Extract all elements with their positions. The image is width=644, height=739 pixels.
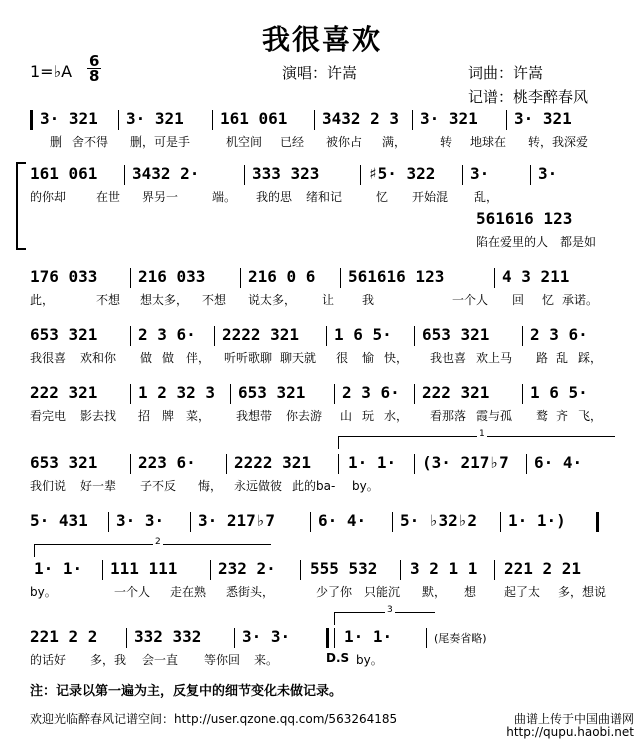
measure: 2222 321 xyxy=(222,325,300,344)
lyric: by。 xyxy=(356,653,383,667)
measure: 1· 1· xyxy=(348,453,397,472)
score-row xyxy=(30,108,614,152)
lyric: 删 xyxy=(50,135,63,149)
lyric: 我也喜 xyxy=(430,351,467,365)
lyric: 端。 xyxy=(212,190,237,204)
lyric: 此的ba- xyxy=(292,479,336,493)
lyric: 欢和你 xyxy=(80,351,117,365)
lyric: 在世 xyxy=(96,190,121,204)
lyric: 满， xyxy=(382,135,407,149)
lyric: 看那落 xyxy=(430,409,467,423)
measure: 3432 2 3 xyxy=(322,109,400,128)
lyric: 回 xyxy=(512,293,525,307)
measure: 3· 3· xyxy=(116,511,165,530)
measure: 3 2 1 1 xyxy=(410,559,478,578)
measure: 3· xyxy=(538,164,558,183)
barline xyxy=(334,384,335,404)
lyric: 我们说 xyxy=(30,479,67,493)
singer-credit: 演唱：许嵩 xyxy=(282,64,358,82)
lyric: 菜， xyxy=(186,409,211,423)
measure: 653 321 xyxy=(30,453,98,472)
lyric: 陷在爱里的人 xyxy=(476,235,549,249)
barline xyxy=(230,384,231,404)
measure: 4 3 211 xyxy=(502,267,570,286)
barline xyxy=(118,110,119,130)
barline xyxy=(500,512,501,532)
measure: 1· 1· xyxy=(34,559,83,578)
barline xyxy=(522,326,523,346)
measure: 3432 2· xyxy=(132,164,200,183)
notation-line xyxy=(30,324,614,346)
lyric: 地球在 xyxy=(470,135,507,149)
lyric: 一个人 xyxy=(452,293,489,307)
measure: 3· 217♭7 xyxy=(198,511,276,530)
barline xyxy=(326,326,327,346)
barline xyxy=(212,110,213,130)
measure: 5· 431 xyxy=(30,511,88,530)
lyric: 说太多， xyxy=(248,293,297,307)
barline xyxy=(126,628,127,648)
lyric: 我 xyxy=(362,293,375,307)
volta-bracket-3 xyxy=(334,605,435,625)
barline xyxy=(526,454,527,474)
time-signature xyxy=(87,54,101,83)
notation-line xyxy=(30,163,614,185)
measure: 2 3 6· xyxy=(138,325,196,344)
lyric: 会一直 xyxy=(142,653,179,667)
lyric: by。 xyxy=(352,479,379,493)
measure: 3· 321 xyxy=(420,109,478,128)
measure: 1 6 5· xyxy=(530,383,588,402)
lyric: 很 xyxy=(336,351,349,365)
lyric: 一个人 xyxy=(114,585,151,599)
lyric: 转 xyxy=(440,135,453,149)
lyric: 机空间 xyxy=(226,135,263,149)
measure: 3· xyxy=(470,164,490,183)
barline xyxy=(124,165,125,185)
lyric: 欢上马 xyxy=(476,351,513,365)
barline xyxy=(226,454,227,474)
lyric: 伴， xyxy=(186,351,211,365)
measure: 6· 4· xyxy=(318,511,367,530)
barline xyxy=(314,110,315,130)
barline xyxy=(244,165,245,185)
lyric: by。 xyxy=(30,585,57,599)
volta-number: 3 xyxy=(387,605,393,615)
barline xyxy=(340,268,341,288)
notation-line xyxy=(30,558,614,580)
time-signature-bottom: 8 xyxy=(89,67,100,85)
lyric: 悉街头， xyxy=(226,585,275,599)
volta-number: 1 xyxy=(479,429,485,439)
lyric: 我的思 xyxy=(256,190,293,204)
upload-credit-line: 曲谱上传于中国曲谱网 xyxy=(513,712,634,726)
lyric: 绪和记 xyxy=(306,190,343,204)
lyric: 忆 xyxy=(542,293,555,307)
score-row xyxy=(30,266,614,310)
barline xyxy=(300,560,301,580)
measure: 653 321 xyxy=(422,325,490,344)
measure: 561616 123 xyxy=(476,209,573,228)
volta-number: 2 xyxy=(155,537,161,547)
lyric: 开始混 xyxy=(412,190,449,204)
measure: 222 321 xyxy=(30,383,98,402)
barline xyxy=(412,110,413,130)
lyric: 做 xyxy=(140,351,153,365)
score-row xyxy=(30,452,614,496)
notation-line xyxy=(30,452,614,474)
lyric: 此， xyxy=(30,293,55,307)
lyric: 子不反 xyxy=(140,479,177,493)
outro-omitted-note: (尾奏省略) xyxy=(434,632,487,645)
lyrics-line xyxy=(30,188,614,206)
lyric: 忆 xyxy=(376,190,389,204)
measure: (3· 217♭7 xyxy=(422,453,509,472)
upload-credit xyxy=(506,713,634,739)
lyric: 等你回 xyxy=(204,653,241,667)
lyrics-line xyxy=(30,651,614,669)
measure: 222 321 xyxy=(422,383,490,402)
score-row xyxy=(30,626,614,670)
lyric: 听听歌聊 xyxy=(224,351,273,365)
measure: 221 2 2 xyxy=(30,627,98,646)
lyric: 快， xyxy=(384,351,409,365)
lyrics-line xyxy=(30,233,614,251)
measure: 223 6· xyxy=(138,453,196,472)
measure: 5· ♭32♭2 xyxy=(400,511,478,530)
barline xyxy=(338,454,339,474)
composer-credit: 词曲：许嵩 xyxy=(468,64,544,82)
volta-bracket-1 xyxy=(338,429,615,449)
barline xyxy=(108,512,109,532)
lyrics-line xyxy=(30,583,614,601)
lyric: 招 xyxy=(138,409,151,423)
notation-line xyxy=(30,626,614,648)
lyric: 霞与孤 xyxy=(476,409,513,423)
lyric: 我很喜 xyxy=(30,351,67,365)
lyric: 默， xyxy=(422,585,447,599)
notation-line xyxy=(30,382,614,404)
lyric: 不想 xyxy=(202,293,227,307)
barline xyxy=(130,268,131,288)
measure: 6· 4· xyxy=(534,453,583,472)
lyric: 让 xyxy=(322,293,335,307)
measure: 653 321 xyxy=(238,383,306,402)
lyric: 悔， xyxy=(198,479,223,493)
lyrics-line xyxy=(30,477,614,495)
lyric: 都是如 xyxy=(560,235,597,249)
barline xyxy=(426,628,427,648)
measure: 561616 123 xyxy=(348,267,445,286)
lyric: 多，我 xyxy=(90,653,127,667)
barline xyxy=(360,165,361,185)
lyrics-line xyxy=(30,291,614,309)
lyric: 聊天就 xyxy=(280,351,317,365)
lyric: 想 xyxy=(464,585,477,599)
footer-link-text: 欢迎光临醉春风记谱空间：http://user.qzone.qq.com/563264185 xyxy=(30,712,398,726)
lyric: 愉 xyxy=(362,351,375,365)
barline xyxy=(210,560,211,580)
lyric: 起了太 xyxy=(504,585,541,599)
upload-credit-url: http://qupu.haobi.net xyxy=(506,725,634,739)
barline xyxy=(400,560,401,580)
repeat-end-barline xyxy=(596,512,599,532)
measure: 3· 321 xyxy=(126,109,184,128)
lyric: 飞， xyxy=(578,409,603,423)
barline xyxy=(234,628,235,648)
measure: 3· 321 xyxy=(514,109,572,128)
measure: 221 2 21 xyxy=(504,559,582,578)
barline xyxy=(494,560,495,580)
lyric: 好一辈 xyxy=(80,479,117,493)
lyric: 不想 xyxy=(96,293,121,307)
measure: 232 2· xyxy=(218,559,276,578)
lyric: 踩， xyxy=(578,351,603,365)
measure: 555 532 xyxy=(310,559,378,578)
lyric: 的你却 xyxy=(30,190,67,204)
barline xyxy=(494,268,495,288)
lyric: 齐 xyxy=(556,409,569,423)
lyrics-line xyxy=(30,407,614,425)
lyric: 已经 xyxy=(280,135,305,149)
barline xyxy=(130,454,131,474)
lyric: 删，可是手 xyxy=(130,135,191,149)
lyric: 走在熟 xyxy=(170,585,207,599)
barline xyxy=(392,512,393,532)
measure: 1· 1·) xyxy=(508,511,566,530)
measure: 2 3 6· xyxy=(530,325,588,344)
dal-segno-mark: D.S xyxy=(326,651,350,665)
lyric: 来。 xyxy=(254,653,279,667)
measure: 2222 321 xyxy=(234,453,312,472)
score-row xyxy=(30,163,614,207)
score-row xyxy=(30,558,614,602)
lyric: 山 xyxy=(340,409,353,423)
barline xyxy=(310,512,311,532)
barline xyxy=(130,326,131,346)
lyric: 乱 xyxy=(556,351,569,365)
barline xyxy=(214,326,215,346)
measure: 3· 3· xyxy=(242,627,291,646)
repeat-start-barline xyxy=(30,110,33,130)
lyric: 水， xyxy=(384,409,409,423)
measure: 216 0 6 xyxy=(248,267,316,286)
lyric: 你去游 xyxy=(286,409,323,423)
song-title: 我很喜欢 xyxy=(261,23,382,56)
notation-line xyxy=(30,510,614,532)
lyrics-line xyxy=(30,133,614,151)
lyric: 界另一 xyxy=(142,190,179,204)
lyric: 路 xyxy=(536,351,549,365)
lyric: 做 xyxy=(162,351,175,365)
barline xyxy=(414,326,415,346)
measure: 1· 1· xyxy=(344,627,393,646)
lyric: 承诺。 xyxy=(562,293,599,307)
lyric: 被你占 xyxy=(326,135,363,149)
barline xyxy=(130,384,131,404)
lyrics-line xyxy=(30,349,614,367)
measure: 1 6 5· xyxy=(334,325,392,344)
barline xyxy=(414,454,415,474)
lyric: 的话好 xyxy=(30,653,67,667)
time-signature-top: 6 xyxy=(89,52,100,70)
barline xyxy=(102,560,103,580)
lyric: 只能沉 xyxy=(364,585,401,599)
lyric: 乱， xyxy=(474,190,499,204)
lyric: 牌 xyxy=(162,409,175,423)
notation-line xyxy=(30,208,614,230)
notation-line xyxy=(30,266,614,288)
lyric: 少了你 xyxy=(316,585,353,599)
footnote: 注：记录以第一遍为主，反复中的细节变化未做记录。 xyxy=(30,684,343,699)
measure: 161 061 xyxy=(220,109,288,128)
notation-line xyxy=(30,108,614,130)
barline xyxy=(530,165,531,185)
measure: 161 061 xyxy=(30,164,98,183)
lyric: 我想带 xyxy=(236,409,273,423)
lyric: 永远做彼 xyxy=(234,479,283,493)
measure: ♯5· 322 xyxy=(368,164,436,183)
lyric: 舍不得 xyxy=(72,135,109,149)
measure: 1 2 32 3 xyxy=(138,383,216,402)
lyric: 想太多， xyxy=(140,293,189,307)
lyric: 鹜 xyxy=(536,409,549,423)
score-row xyxy=(30,324,614,368)
lyric: 影去找 xyxy=(80,409,117,423)
score-row xyxy=(30,382,614,426)
measure: 2 3 6· xyxy=(342,383,400,402)
barline xyxy=(506,110,507,130)
measure: 176 033 xyxy=(30,267,98,286)
measure: 216 033 xyxy=(138,267,206,286)
barline xyxy=(240,268,241,288)
measure: 3· 321 xyxy=(40,109,98,128)
measure: 332 332 xyxy=(134,627,202,646)
barline xyxy=(462,165,463,185)
lyric: 多，想说 xyxy=(558,585,607,599)
lyric: 看完电 xyxy=(30,409,67,423)
score-row xyxy=(30,208,614,252)
measure: 653 321 xyxy=(30,325,98,344)
measure: 111 111 xyxy=(110,559,178,578)
lyric: 转，我深爱 xyxy=(528,135,589,149)
measure: 333 323 xyxy=(252,164,320,183)
lyric: 玩 xyxy=(362,409,375,423)
volta-bracket-2 xyxy=(34,537,271,557)
transcriber-credit: 记谱：桃李醉春风 xyxy=(468,88,589,106)
system-brace xyxy=(16,162,26,250)
barline xyxy=(334,628,335,648)
barline xyxy=(414,384,415,404)
key-signature: 1=♭A xyxy=(30,62,73,81)
barline xyxy=(190,512,191,532)
final-barline xyxy=(326,628,329,648)
barline xyxy=(522,384,523,404)
